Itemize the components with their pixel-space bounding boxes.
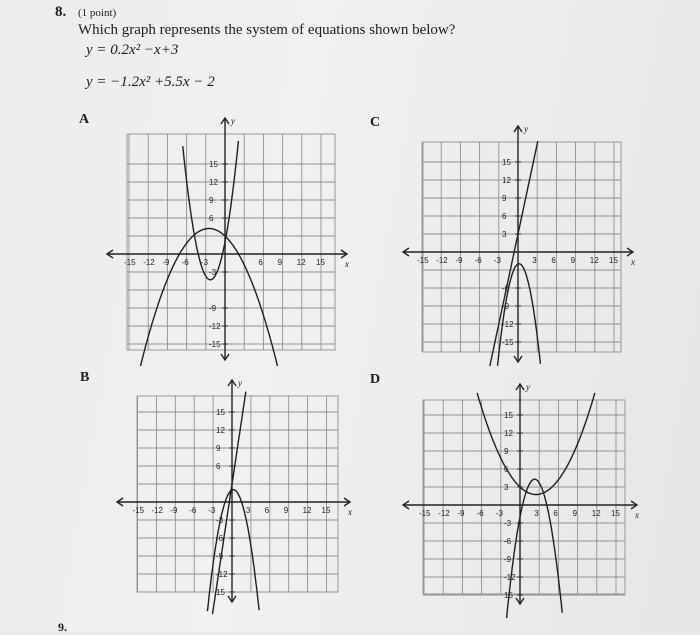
x-tick-label: 9	[570, 256, 576, 265]
x-tick-label: 6	[551, 256, 556, 265]
x-tick-label: -15	[132, 506, 145, 515]
equation-1: y = 0.2x² −x+3	[86, 42, 179, 58]
y-tick-label: -15	[209, 340, 221, 349]
x-tick-label: -6	[181, 258, 189, 267]
y-tick-label: 12	[502, 176, 511, 185]
x-tick-label: 12	[302, 506, 312, 515]
x-tick-label: 15	[609, 256, 618, 265]
x-tick-label: 6	[264, 506, 270, 515]
y-tick-label: 15	[216, 588, 225, 597]
graph-option-a[interactable]	[100, 110, 360, 370]
graph-option-b[interactable]	[110, 370, 360, 620]
x-tick-label: 6	[553, 509, 558, 518]
y-tick-label: 9	[502, 194, 507, 203]
next-question-number: 9.	[58, 620, 67, 634]
option-label-d[interactable]: D	[370, 372, 381, 387]
y-tick-label: 9	[216, 444, 221, 453]
y-tick-label: 6	[216, 462, 221, 471]
y-tick-label: -12	[216, 570, 228, 579]
y-tick-label: 15	[209, 160, 218, 169]
x-axis-label: x	[345, 259, 349, 269]
equation-2: y = −1.2x² +5.5x − 2	[86, 74, 215, 90]
series-2-curve	[507, 479, 563, 618]
y-tick-label: 9	[209, 196, 214, 205]
x-axis-label: x	[631, 257, 635, 267]
x-tick-label: -12	[438, 509, 450, 518]
y-tick-label: 3	[502, 230, 507, 239]
y-tick-label: -3	[209, 268, 217, 277]
x-tick-label: 15	[611, 509, 620, 518]
x-tick-label: -15	[419, 509, 431, 518]
x-tick-label: 6	[258, 258, 263, 267]
y-axis-label: y	[526, 382, 530, 392]
y-tick-label: 6	[209, 214, 214, 223]
x-tick-label: -12	[436, 256, 448, 265]
y-axis-label: y	[231, 116, 235, 126]
x-tick-label: -3	[200, 258, 208, 267]
y-tick-label: -9	[502, 302, 510, 311]
question-text: Which graph represents the system of equations shown below?	[78, 22, 456, 38]
y-tick-label: 15	[216, 408, 225, 417]
y-tick-label: 6	[502, 212, 507, 221]
y-tick-label: -9	[216, 552, 224, 561]
y-axis-label: y	[238, 378, 242, 388]
x-tick-label: -3	[208, 506, 216, 515]
y-tick-label: -3	[504, 519, 512, 528]
x-tick-label: 15	[316, 258, 325, 267]
grid-border	[423, 142, 621, 352]
question-number: 8.	[55, 4, 67, 20]
x-tick-label: 9	[572, 509, 578, 518]
x-tick-label: 15	[321, 506, 331, 515]
x-tick-label: -9	[457, 509, 465, 518]
x-tick-label: -15	[124, 258, 136, 267]
question-points: (1 point)	[78, 7, 117, 19]
option-label-b[interactable]: B	[80, 370, 90, 385]
y-tick-label: -12	[502, 320, 514, 329]
x-tick-label: -9	[162, 258, 170, 267]
x-tick-label: -3	[495, 509, 503, 518]
y-tick-label: -3	[216, 516, 224, 525]
y-tick-label: -12	[209, 322, 221, 331]
y-tick-label: -12	[504, 573, 516, 582]
x-tick-label: 12	[591, 509, 601, 518]
y-tick-label: 15	[502, 158, 511, 167]
y-tick-label: 15	[504, 411, 513, 420]
x-tick-label: 3	[534, 509, 539, 518]
option-label-c[interactable]: C	[370, 115, 381, 130]
x-tick-label: -6	[474, 256, 482, 265]
x-tick-label: -12	[151, 506, 163, 515]
x-tick-label: -6	[476, 509, 484, 518]
y-tick-label: 12	[504, 429, 513, 438]
y-tick-label: 3	[504, 483, 509, 492]
x-tick-label: 12	[589, 256, 599, 265]
y-tick-label: 9	[504, 447, 509, 456]
y-tick-label: 12	[216, 426, 225, 435]
x-tick-label: 9	[277, 258, 283, 267]
y-axis-label: y	[524, 124, 528, 134]
y-tick-label: -6	[502, 284, 510, 293]
y-tick-label: -6	[504, 537, 512, 546]
grid	[422, 142, 621, 352]
series-1-curve	[213, 392, 246, 615]
graph-option-c[interactable]	[393, 112, 653, 372]
series-2-curve	[498, 264, 541, 366]
series-1-curve	[490, 141, 538, 366]
y-tick-label: -9	[209, 304, 217, 313]
x-axis-label: x	[348, 507, 352, 517]
x-tick-label: -6	[189, 506, 197, 515]
y-tick-label: 12	[209, 178, 218, 187]
y-tick-label: -6	[216, 534, 224, 543]
y-tick-label: 6	[504, 465, 509, 474]
x-tick-label: 3	[532, 256, 537, 265]
x-tick-label: 12	[296, 258, 306, 267]
graph-option-d[interactable]	[395, 372, 655, 622]
y-tick-label: -9	[504, 555, 512, 564]
x-tick-label: -9	[170, 506, 178, 515]
y-tick-label: 15	[504, 591, 513, 600]
x-axis-label: x	[635, 510, 639, 520]
option-label-a[interactable]: A	[79, 112, 90, 127]
y-tick-label: -15	[502, 338, 514, 347]
x-tick-label: 9	[283, 506, 289, 515]
x-tick-label: -9	[455, 256, 463, 265]
x-tick-label: -3	[493, 256, 501, 265]
x-tick-label: -12	[143, 258, 155, 267]
x-tick-label: 3	[245, 506, 251, 515]
x-tick-label: -15	[417, 256, 429, 265]
